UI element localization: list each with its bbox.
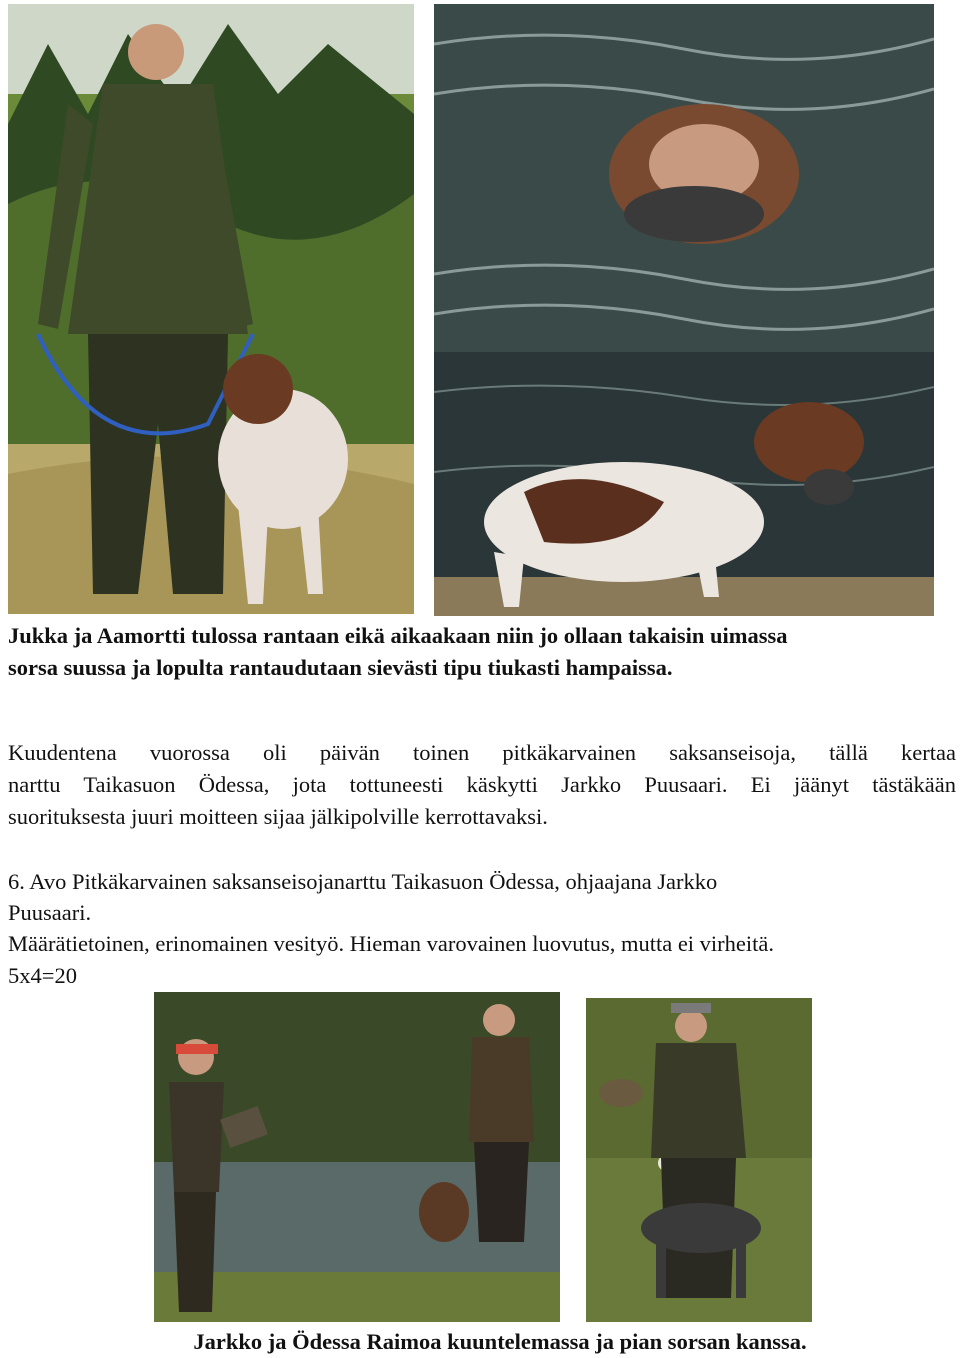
description-paragraph xyxy=(8,737,956,833)
result-entry: 6. Avo Pitkäkarvainen saksanseisojanarttu Taikasuon Ödessa, ohjaajana Jarkko xyxy=(8,869,718,894)
photo-dog-on-shore xyxy=(434,352,934,616)
photo-man-with-dog xyxy=(8,4,414,614)
top-caption-line-2: sorsa suussa ja lopulta rantaudutaan sievästi tipu tiukasti hampaissa. xyxy=(8,655,673,680)
result-assessment: Määrätietoinen, erinomainen vesityö. Hieman varovainen luovutus, mutta ei virheitä. xyxy=(8,931,775,956)
photo-dog-swimming xyxy=(434,4,934,352)
top-caption xyxy=(8,620,952,684)
top-caption-line-1: Jukka ja Aamortti tulossa rantaan eikä aikaakaan niin jo ollaan takaisin uimassa xyxy=(8,623,788,648)
photo-judge-and-handler xyxy=(154,992,560,1322)
paragraph-line-1: Kuudentena vuorossa oli päivän toinen pitkäkarvainen saksanseisoja, tällä kertaa xyxy=(8,740,956,765)
paragraph-line-3: suorituksesta juuri moitteen sijaa jälkipolville kerrottavaksi. xyxy=(8,804,548,829)
paragraph-line-2: narttu Taikasuon Ödessa, jota tottuneesti käskytti Jarkko Puusaari. Ei jäänyt tästäkään xyxy=(8,772,956,797)
result-entry-continued: Puusaari. xyxy=(8,900,92,925)
result-score: 5x4=20 xyxy=(8,963,77,988)
photo-handler-holding-bird xyxy=(586,998,812,1322)
bottom-caption: Jarkko ja Ödessa Raimoa kuuntelemassa ja pian sorsan kanssa. xyxy=(193,1329,807,1354)
